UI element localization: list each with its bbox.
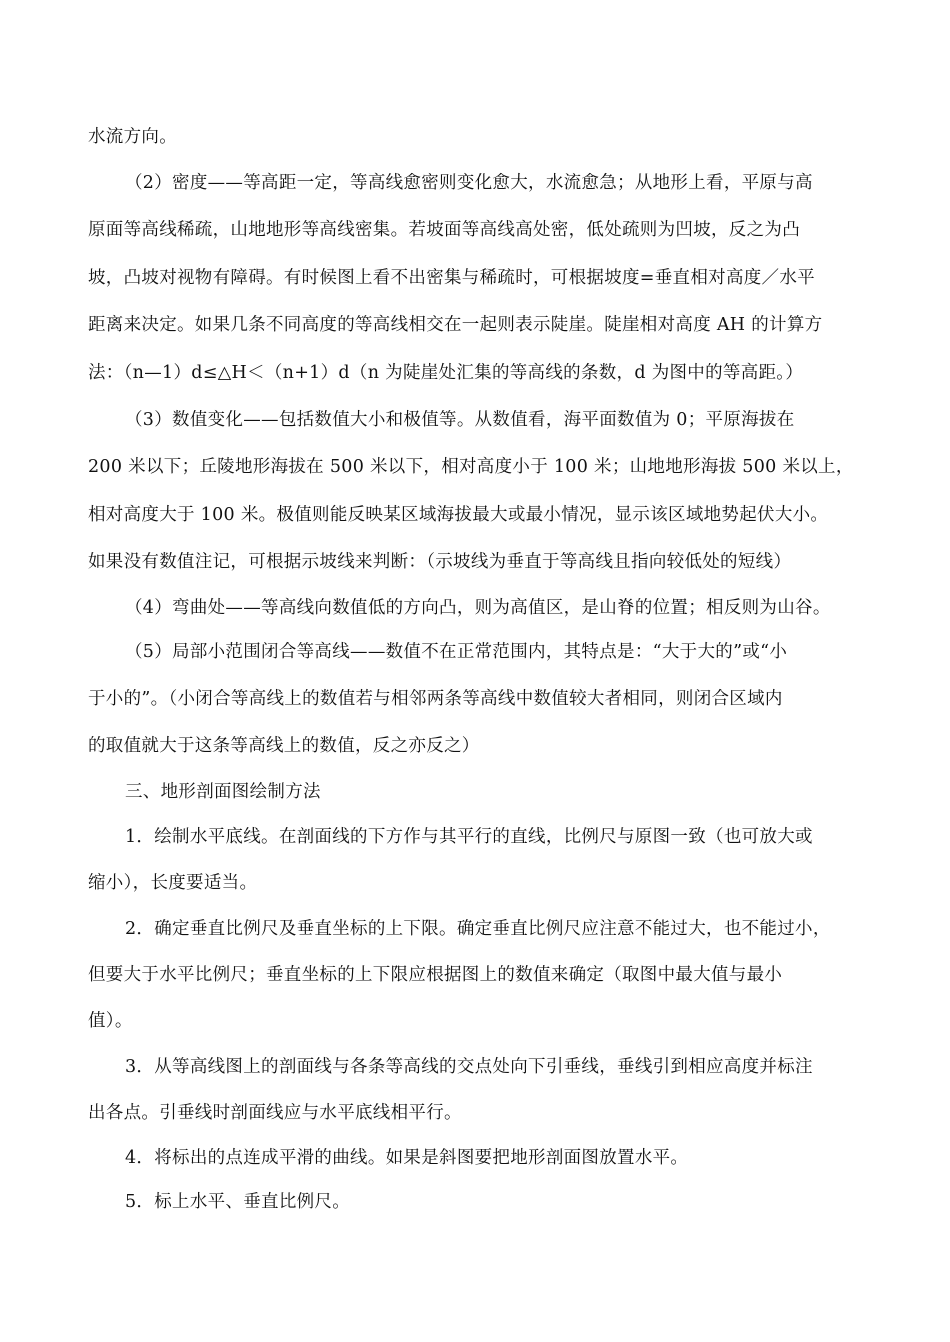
text-line-6: 法：（n—1）d≤△H＜（n+1）d（n 为陡崖处汇集的等高线的条数，d 为图中的等高距。） [88,363,804,383]
text-line-2: （2）密度——等高距一定，等高线愈密则变化愈大，水流愈急；从地形上看，平原与高 [125,173,813,193]
text-line-18: 2．确定垂直比例尺及垂直坐标的上下限。确定垂直比例尺应注意不能过大，也不能过小， [125,919,831,939]
section-heading: 三、地形剖面图绘制方法 [125,782,321,802]
text-line-12: （5）局部小范围闭合等高线——数值不在正常范围内，其特点是：“大于大的”或“小 [125,642,788,662]
text-line-20: 值）。 [88,1011,133,1031]
text-line-24: 5．标上水平、垂直比例尺。 [125,1192,351,1212]
text-line-13: 于小的”。（小闭合等高线上的数值若与相邻两条等高线中数值较大者相同，则闭合区域内 [88,689,783,709]
text-line-5: 距离来决定。如果几条不同高度的等高线相交在一起则表示陡崖。陡崖相对高度 AH 的计算方 [88,315,823,335]
text-line-7: （3）数值变化——包括数值大小和极值等。从数值看，海平面数值为 0；平原海拔在 [125,410,795,430]
text-line-22: 出各点。引垂线时剖面线应与水平底线相平行。 [88,1103,462,1123]
text-line-21: 3．从等高线图上的剖面线与各条等高线的交点处向下引垂线，垂线引到相应高度并标注 [125,1057,813,1077]
text-line-19: 但要大于水平比例尺；垂直坐标的上下限应根据图上的数值来确定（取图中最大值与最小 [88,965,783,985]
text-line-17: 缩小），长度要适当。 [88,873,258,893]
text-line-14: 的取值就大于这条等高线上的数值，反之亦反之） [88,736,480,756]
text-line-23: 4．将标出的点连成平滑的曲线。如果是斜图要把地形剖面图放置水平。 [125,1148,689,1168]
text-line-3: 原面等高线稀疏，山地地形等高线密集。若坡面等高线高处密，低处疏则为凹坡，反之为凸 [88,220,800,240]
text-line-9: 相对高度大于 100 米。极值则能反映某区域海拔最大或最小情况，显示该区域地势起伏大小。 [88,505,829,525]
text-line-4: 坡，凸坡对视物有障碍。有时候图上看不出密集与稀疏时，可根据坡度=垂直相对高度／水平 [88,268,815,288]
text-line-8: 200 米以下；丘陵地形海拔在 500 米以下，相对高度小于 100 米；山地地形海拔 500 米以上， [88,457,854,477]
text-line-10: 如果没有数值注记，可根据示坡线来判断：（示坡线为垂直于等高线且指向较低处的短线） [88,552,792,572]
text-line-1: 水流方向。 [88,127,177,147]
text-line-16: 1．绘制水平底线。在剖面线的下方作与其平行的直线，比例尺与原图一致（也可放大或 [125,827,813,847]
text-line-11: （4）弯曲处——等高线向数值低的方向凸，则为高值区，是山脊的位置；相反则为山谷。 [125,598,831,618]
